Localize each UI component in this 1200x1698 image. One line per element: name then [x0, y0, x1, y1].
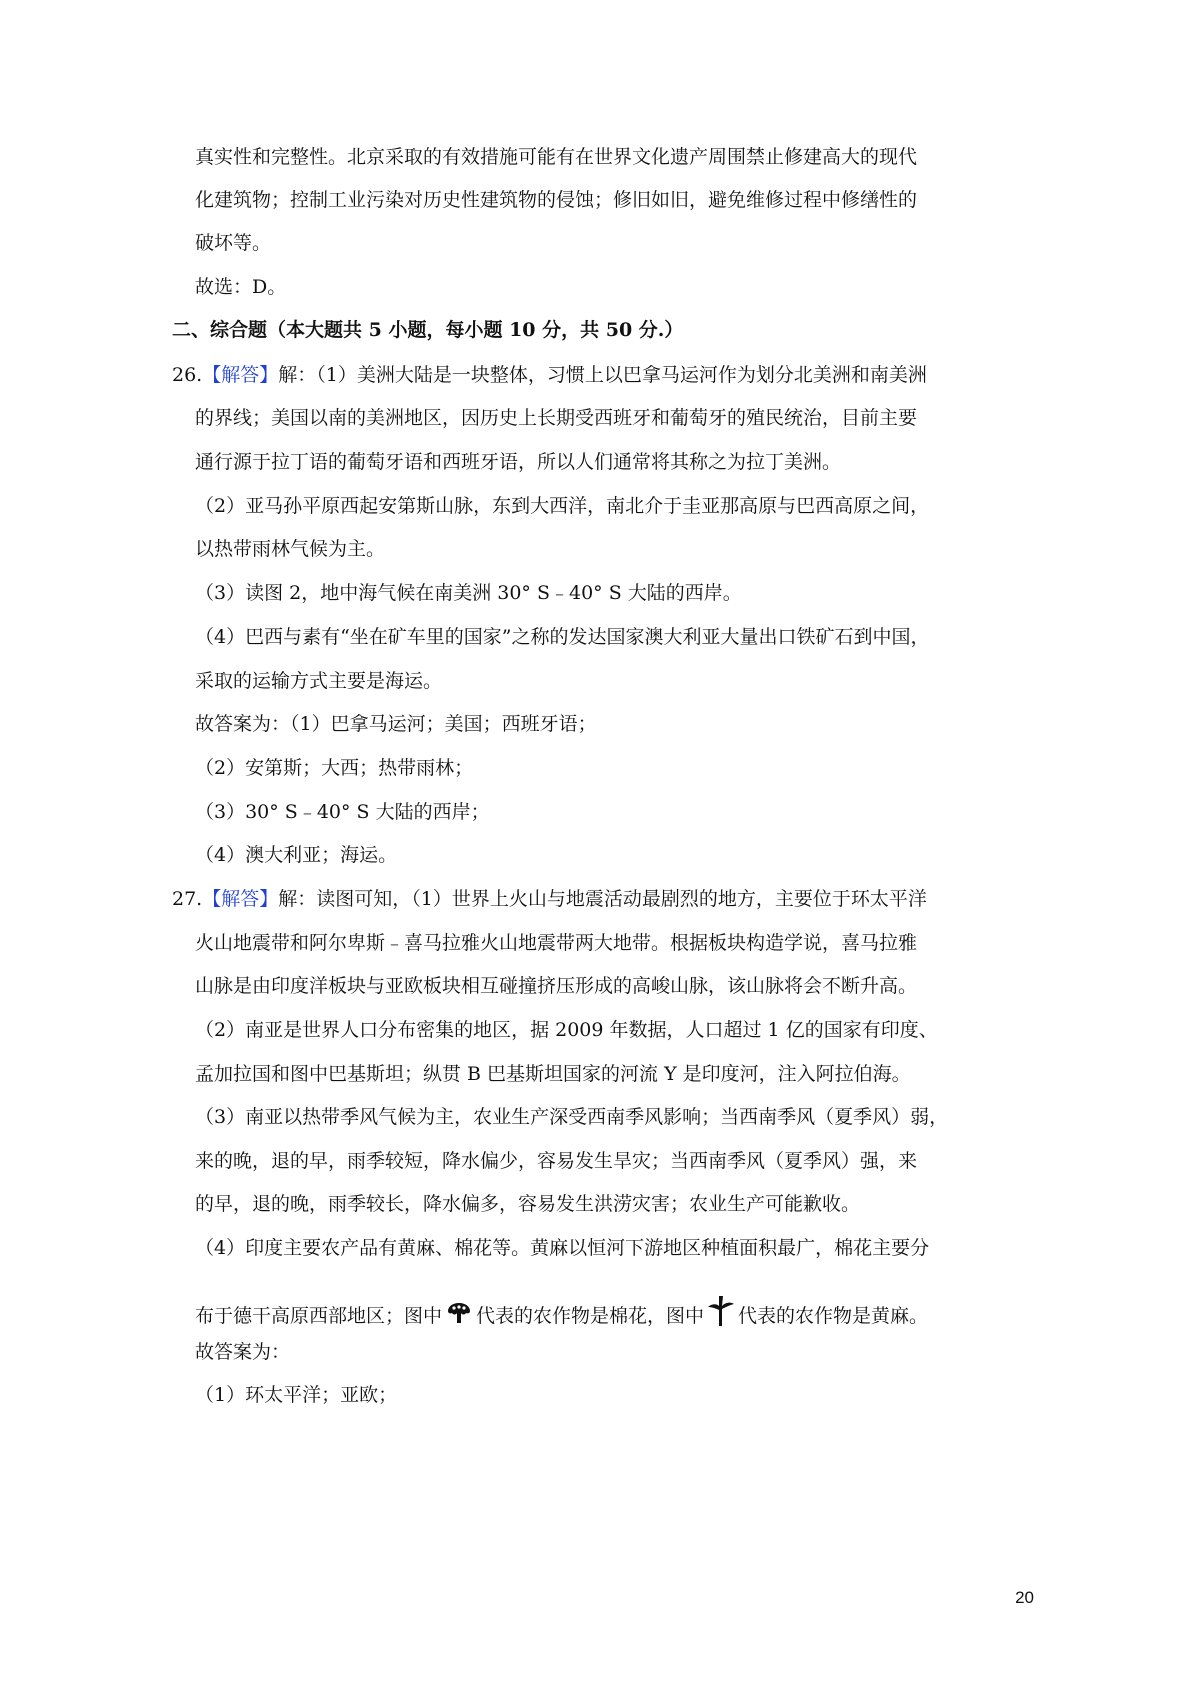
answer-line: 故选：D。: [195, 276, 287, 298]
text-line-with-icons: [195, 1294, 928, 1338]
text-line: （3）南亚以热带季风气候为主，农业生产深受西南季风影响；当西南季风（夏季风）弱，: [195, 1106, 949, 1128]
text-line: （4）印度主要农产品有黄麻、棉花等。黄麻以恒河下游地区种植面积最广，棉花主要分: [195, 1237, 930, 1259]
text-line: 破坏等。: [195, 232, 272, 254]
text-line: （4）巴西与素有“坐在矿车里的国家”之称的发达国家澳大利亚大量出口铁矿石到中国，: [195, 626, 930, 648]
text-line: 真实性和完整性。北京采取的有效措施可能有在世界文化遗产周围禁止修建高大的现代: [195, 146, 918, 168]
answer-line: （1）环太平洋；亚欧；: [195, 1384, 398, 1406]
page-number: 20: [1015, 1588, 1034, 1607]
text-line: 山脉是由印度洋板块与亚欧板块相互碰撞挤压形成的高峻山脉，该山脉将会不断升高。: [195, 975, 918, 997]
text-line: 化建筑物；控制工业污染对历史性建筑物的侵蚀；修旧如旧，避免维修过程中修缮性的: [195, 189, 918, 211]
question-27-first-line: [172, 886, 927, 912]
answer-line: （2）安第斯；大西；热带雨林；: [195, 757, 474, 779]
text-line: 以热带雨林气候为主。: [195, 538, 386, 560]
text-line: 采取的运输方式主要是海运。: [195, 670, 443, 692]
answer-line: 故答案为：: [195, 1341, 291, 1363]
text-line: 的界线；美国以南的美洲地区，因历史上长期受西班牙和葡萄牙的殖民统治，目前主要: [195, 407, 918, 429]
answer-line: 故答案为：（1）巴拿马运河；美国；西班牙语；: [195, 713, 597, 735]
question-text: 解：读图可知，（1）世界上火山与地震活动最剧烈的地方，主要位于环太平洋: [278, 888, 927, 910]
text-line: 通行源于拉丁语的葡萄牙语和西班牙语，所以人们通常将其称之为拉丁美洲。: [195, 451, 842, 473]
question-number: 27.: [172, 888, 203, 910]
text-line: （2）南亚是世界人口分布密集的地区，据 2009 年数据，人口超过 1 亿的国家有印度、: [195, 1019, 938, 1041]
text-segment: 代表的农作物是黄麻。: [738, 1305, 929, 1327]
text-line: （3）读图 2，地中海气候在南美洲 30° S﹣40° S 大陆的西岸。: [195, 582, 742, 604]
answer-tag: 【解答】: [202, 364, 279, 386]
answer-line: （4）澳大利亚；海运。: [195, 844, 398, 866]
answer-line: （3）30° S﹣40° S 大陆的西岸；: [195, 801, 490, 823]
question-number: 26.: [172, 364, 203, 386]
section-heading: 二、综合题（本大题共 5 小题，每小题 10 分，共 50 分.）: [172, 319, 684, 341]
answer-tag: 【解答】: [202, 888, 279, 910]
text-line: （2）亚马孙平原西起安第斯山脉，东到大西洋，南北介于圭亚那高原与巴西高原之间，: [195, 495, 930, 517]
text-line: 孟加拉国和图中巴基斯坦；纵贯 B 巴基斯坦国家的河流 Y 是印度河，注入阿拉伯海。: [195, 1063, 911, 1085]
cotton-symbol-icon: [444, 1298, 474, 1338]
text-line: 来的晚，退的早，雨季较短，降水偏少，容易发生旱灾；当西南季风（夏季风）强，来: [195, 1150, 918, 1172]
question-text: 解：（1）美洲大陆是一块整体，习惯上以巴拿马运河作为划分北美洲和南美洲: [278, 364, 927, 386]
question-26-first-line: [172, 362, 927, 388]
jute-symbol-icon: [706, 1294, 736, 1338]
text-line: 的早，退的晚，雨季较长，降水偏多，容易发生洪涝灾害；农业生产可能歉收。: [195, 1193, 861, 1215]
text-segment: 布于德干高原西部地区；图中: [195, 1305, 443, 1327]
text-line: 火山地震带和阿尔卑斯﹣喜马拉雅火山地震带两大地带。根据板块构造学说，喜马拉雅: [195, 932, 918, 954]
text-segment: 代表的农作物是棉花，图中: [476, 1305, 705, 1327]
